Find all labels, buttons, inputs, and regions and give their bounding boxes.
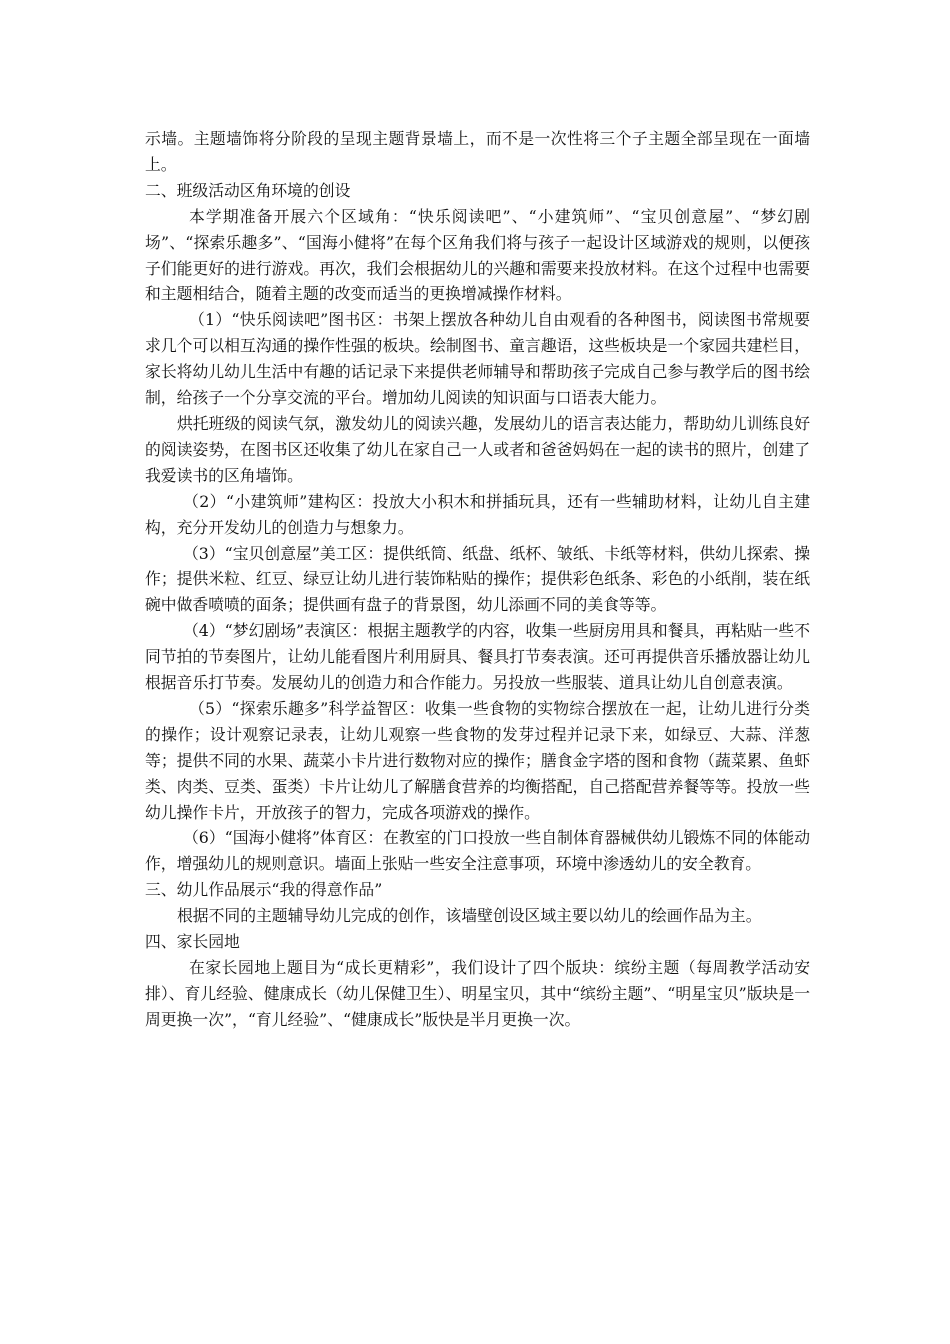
document-page xyxy=(145,126,810,1033)
paragraph-reading-atmosphere: 烘托班级的阅读气氛，激发幼儿的阅读兴趣，发展幼儿的语言表达能力，帮助幼儿训练良好的阅读姿势，在图书区还收集了幼儿在家自己一人或者和爸爸妈妈在一起的读书的照片，创建了我爱读书的区角墙饰。 xyxy=(145,413,810,485)
paragraph-reading-area: （1）“快乐阅读吧”图书区：书架上摆放各种幼儿自由观看的各种图书，阅读图书常规要求几个可以相互沟通的操作性强的板块。绘制图书、童言趣语，这些板块是一个家园共建栏目，家长将幼儿幼儿生活中有趣的话记录下来提供老师辅导和帮助孩子完成自己参与教学后的图书绘制，给孩子一个分享交流的平台。增加幼儿阅读的知识面与口语表大能力。 xyxy=(145,310,810,408)
paragraph-drama-area: （4）“梦幻剧场”表演区：根据主题教学的内容，收集一些厨房用具和餐具，再粘贴一些不同节拍的节奏图片，让幼儿能看图片利用厨具、餐具打节奏表演。还可再提供音乐播放器让幼儿根据音乐打节奏。发展幼儿的创造力和合作能力。另投放一些服装、道具让幼儿自创意表演。 xyxy=(145,621,810,693)
paragraph-art-area: （3）“宝贝创意屋”美工区：提供纸筒、纸盘、纸杯、皱纸、卡纸等材料，供幼儿探索、操作；提供米粒、红豆、绿豆让幼儿进行装饰粘贴的操作；提供彩色纸条、彩色的小纸削，装在纸碗中做香喷喷的面条；提供画有盘子的背景图，幼儿添画不同的美食等等。 xyxy=(145,543,810,615)
paragraph-theme-wall-continued: 示墙。主题墙饰将分阶段的呈现主题背景墙上，而不是一次性将三个子主题全部呈现在一面墙上。 xyxy=(145,129,810,174)
section-heading-2: 二、班级活动区角环境的创设 xyxy=(145,180,351,200)
paragraph-parents-garden: 在家长园地上题目为“成长更精彩”，我们设计了四个版块：缤纷主题（每周教学活动安排）、育儿经验、健康成长（幼儿保健卫生）、明星宝贝，其中“缤纷主题”、“明星宝贝”版块是一周更换一次”，“育儿经验”、“健康成长”版快是半月更换一次。 xyxy=(145,958,810,1029)
paragraph-science-area: （5）“探索乐趣多”科学益智区：收集一些食物的实物综合摆放在一起，让幼儿进行分类的操作；设计观察记录表，让幼儿观察一些食物的发芽过程并记录下来，如绿豆、大蒜、洋葱等；提供不同的水果、蔬菜小卡片进行数物对应的操作；膳食金字塔的图和食物（蔬菜累、鱼虾类、肉类、豆类、蛋类）卡片让幼儿了解膳食营养的均衡搭配，自己搭配营养餐等等。投放一些幼儿操作卡片，开放孩子的智力，完成各项游戏的操作。 xyxy=(145,698,810,822)
paragraph-building-area: （2）“小建筑师”建构区：投放大小积木和拼插玩具，还有一些辅助材料，让幼儿自主建构，充分开发幼儿的创造力与想象力。 xyxy=(145,491,810,537)
section-heading-4: 四、家长园地 xyxy=(145,932,240,952)
paragraph-works-display: 根据不同的主题辅导幼儿完成的创作，该墙壁创设区域主要以幼儿的绘画作品为主。 xyxy=(177,906,762,926)
section-heading-3: 三、幼儿作品展示“我的得意作品” xyxy=(145,880,383,900)
paragraph-area-intro: 本学期准备开展六个区域角：“快乐阅读吧”、“小建筑师”、“宝贝创意屋”、“梦幻剧场”、“探索乐趣多”、“国海小健将”在每个区角我们将与孩子一起设计区域游戏的规则，以便孩子们能更好的进行游戏。再次，我们会根据幼儿的兴趣和需要来投放材料。在这个过程中也需要和主题相结合，随着主题的改变而适当的更换增减操作材料。 xyxy=(145,206,810,304)
paragraph-sports-area: （6）“国海小健将”体育区：在教室的门口投放一些自制体育器械供幼儿锻炼不同的体能动作，增强幼儿的规则意识。墙面上张贴一些安全注意事项，环境中渗透幼儿的安全教育。 xyxy=(145,828,810,874)
